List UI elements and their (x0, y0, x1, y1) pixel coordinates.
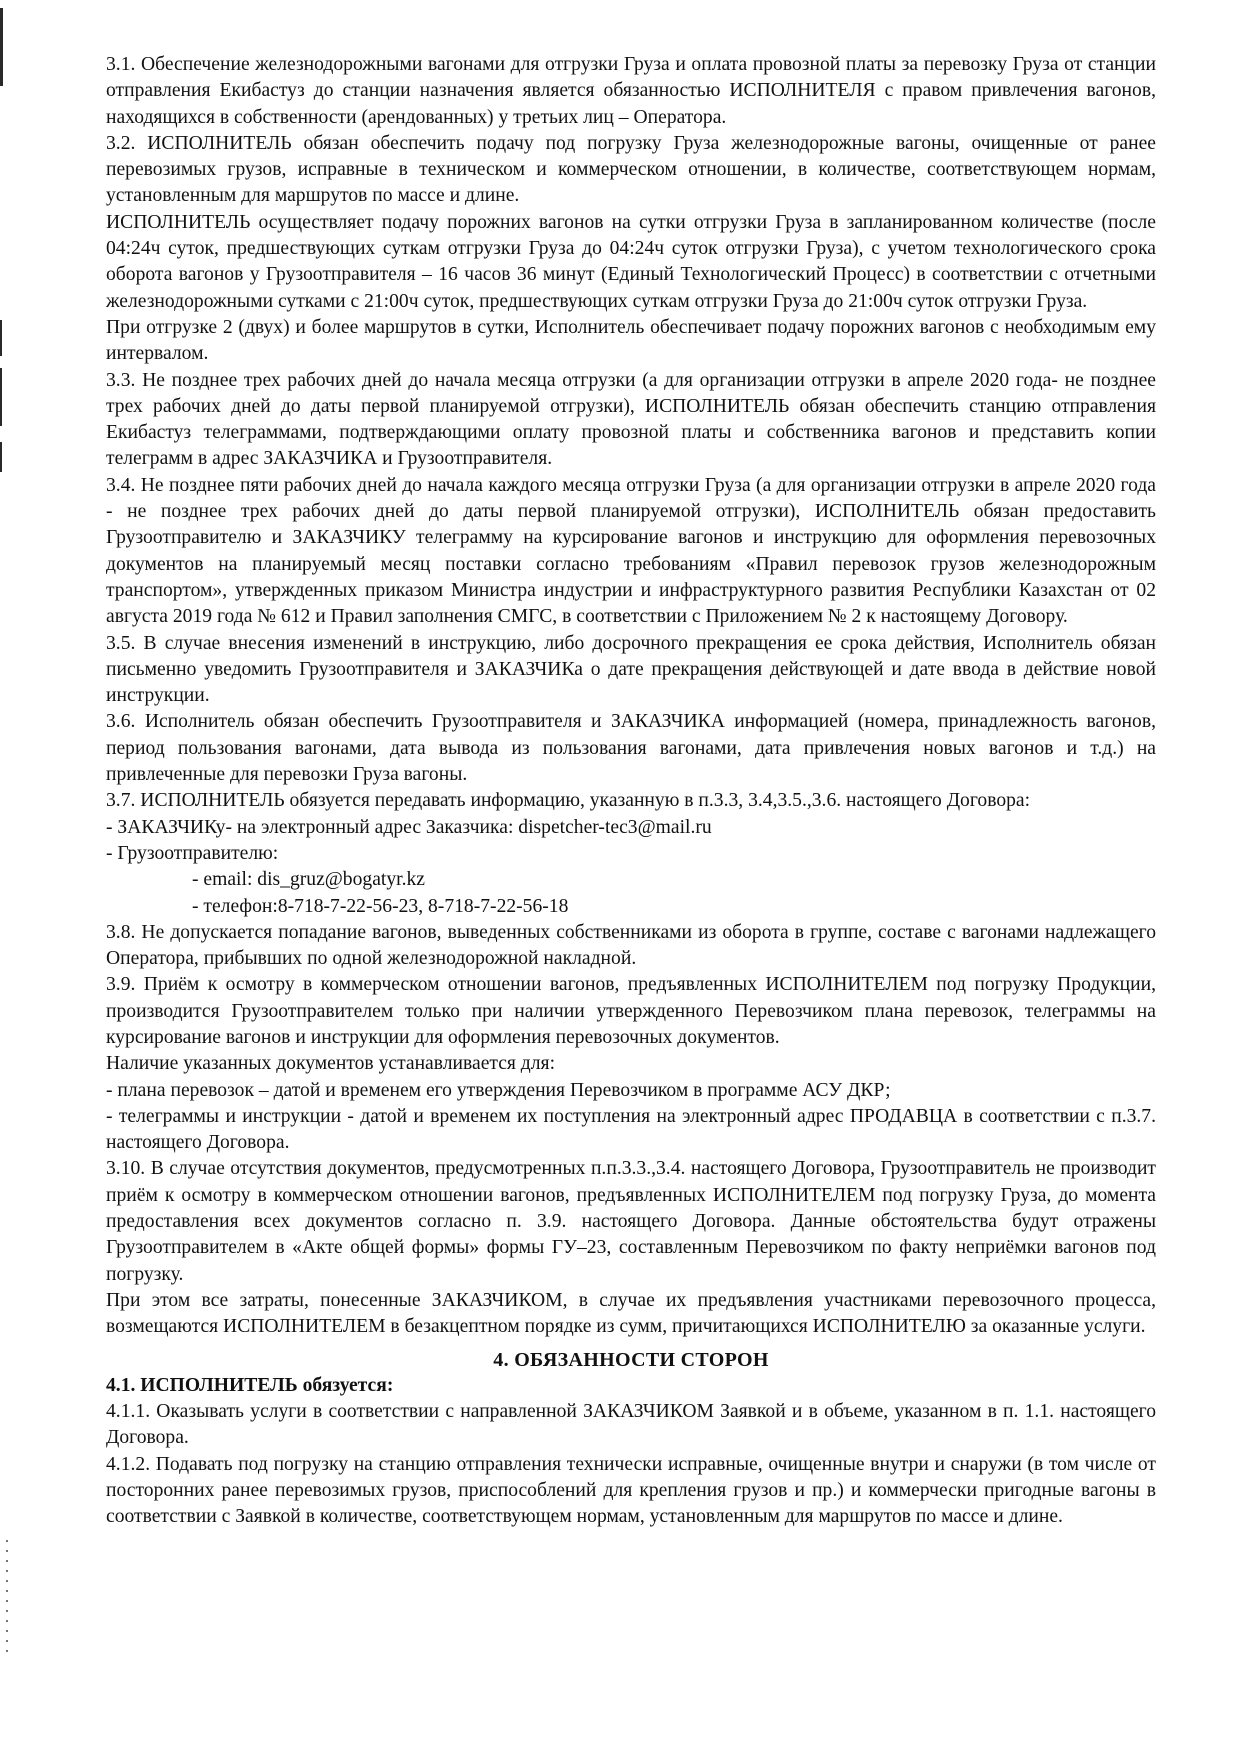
section-3-obligations (106, 52, 1156, 1341)
paragraph-3-5: 3.5. В случае внесения изменений в инструкцию, либо досрочного прекращения ее срока действия, Исполнитель обязан письменно уведомить Грузоотправителя и ЗАКАЗЧИКа о дате прекращения действующей и дате ввода в действие новой инструкции. (106, 632, 1156, 707)
paragraph-3-7: 3.7. ИСПОЛНИТЕЛЬ обязуется передавать информацию, указанную в п.3.3, 3.4,3.5.,3.6. настоящего Договора: (106, 790, 1031, 812)
paragraph-3-2-multiple-routes: При отгрузке 2 (двух) и более маршрутов в сутки, Исполнитель обеспечивает подачу порожних вагонов с необходимым ему интервалом. (106, 316, 1156, 365)
section-4-title: 4. ОБЯЗАННОСТИ СТОРОН (493, 1348, 769, 1371)
paragraph-3-9: 3.9. Приём к осмотру в коммерческом отношении вагонов, предъявленных ИСПОЛНИТЕЛЕМ под погрузку Продукции, производится Грузоотправителем только при наличии утвержденного Перевозчиком плана перевозок, телеграммы на курсирование вагонов и инструкции для оформления перевозочных документов. (106, 974, 1156, 1048)
paragraph-3-4: 3.4. Не позднее пяти рабочих дней до начала каждого месяца отгрузки Груза (а для организации отгрузки в апреле 2020 года - не позднее трех рабочих дней до даты первой планируемой отгрузки), ИСПОЛНИТЕЛЬ обязан предоставить Грузоотправителю и ЗАКАЗЧИКУ телеграмму на курсирование вагонов и инструкцию для оформления перевозочных документов на планируемый месяц поставки согласно требованиям «Правил перевозок грузов железнодорожным транспортом», утвержденных приказом Министра индустрии и инфраструктурного развития Республики Казахстан от 02 августа 2019 года № 612 и Правил заполнения СМГС, в соответствии с Приложением № 2 к настоящему Договору. (106, 474, 1156, 628)
paragraph-3-2-wagons-supply: ИСПОЛНИТЕЛЬ осуществляет подачу порожних вагонов на сутки отгрузки Груза в запланированном количестве (после 04:24ч суток, предшествующих суткам отгрузки Груза до 04:24ч суток отгрузки Груза), с учетом технологического срока оборота вагонов у Грузоотправителя – 16 часов 36 минут (Единый Технологический Процесс) в соответствии с отчетными железнодорожными сутками с 21:00ч суток, предшествующих суткам отгрузки Груза до 21:00ч суток отгрузки Груза. (106, 211, 1156, 312)
paragraph-3-8: 3.8. Не допускается попадание вагонов, выведенных собственниками из оборота в группе, составе с вагонами надлежащего Оператора, прибывших по одной железнодорожной накладной. (106, 921, 1156, 970)
paragraph-3-10: 3.10. В случае отсутствия документов, предусмотренных п.п.3.3.,3.4. настоящего Договора, Грузоотправитель не производит приём к осмотру в коммерческом отношении вагонов, предъявленных ИСПОЛНИТЕЛЕМ под погрузку Груза, до момента предоставления всех документов согласно п. 3.9. настоящего Договора. Данные обстоятельства будут отражены Грузоотправителем в «Акте общей формы» формы ГУ–23, составленным Перевозчиком по факту неприёмки вагонов под погрузку. (106, 1158, 1156, 1285)
shipper-email-line: - email: dis_gruz@bogatyr.kz (192, 869, 425, 891)
scan-margin-mark-middle (0, 320, 2, 356)
paragraph-4-1-2: 4.1.2. Подавать под погрузку на станцию отправления технически исправные, очищенные внутри и снаружи (в том числе от посторонних ранее перевозимых грузов, приспособлений для крепления грузов и пр.) и коммерчески пригодные вагоны в соответствии с Заявкой в количестве, соответствующем нормам, установленным для маршрутов по массе и длине. (106, 1453, 1156, 1528)
scan-margin-mark-lower (0, 368, 2, 426)
paragraph-3-9-transport-plan: - плана перевозок – датой и временем его утверждения Перевозчиком в программе АСУ ДКР; (106, 1079, 891, 1101)
paragraph-3-2: 3.2. ИСПОЛНИТЕЛЬ обязан обеспечить подачу под погрузку Груза железнодорожные вагоны, очищенные от ранее перевозимых грузов, исправные в техническом и коммерческом отношении, в количестве, соответствующем нормам, установленным для маршрутов по массе и длине. (106, 132, 1156, 207)
scan-margin-mark-small (0, 442, 2, 472)
scan-margin-mark-top (0, 8, 3, 86)
document-page (106, 52, 1156, 1531)
scan-margin-dots (6, 1540, 8, 1660)
paragraph-3-3: 3.3. Не позднее трех рабочих дней до начала месяца отгрузки (а для организации отгрузки в апреле 2020 года- не позднее трех рабочих дней до даты первой планируемой отгрузки), ИСПОЛНИТЕЛЬ обязан обеспечить станцию отправления Екибастуз телеграммами, подтверждающими оплату провозной платы и собственника вагонов и представить копии телеграмм в адрес ЗАКАЗЧИКА и Грузоотправителя. (106, 369, 1156, 470)
paragraph-3-1: 3.1. Обеспечение железнодорожными вагонами для отгрузки Груза и оплата провозной платы за перевозку Груза от станции отправления Екибастуз до станции назначения является обязанностью ИСПОЛНИТЕЛЯ с правом привлечения вагонов, находящихся в собственности (арендованных) у третьих лиц – Оператора. (106, 54, 1156, 128)
paragraph-3-10-costs: При этом все затраты, понесенные ЗАКАЗЧИКОМ, в случае их предъявления участниками перевозочного процесса, возмещаются ИСПОЛНИТЕЛЕМ в безакцептном порядке из сумм, причитающихся ИСПОЛНИТЕЛЮ за оказанные услуги. (106, 1289, 1156, 1338)
paragraph-3-6: 3.6. Исполнитель обязан обеспечить Грузоотправителя и ЗАКАЗЧИКА информацией (номера, принадлежность вагонов, период пользования вагонами, дата вывода из пользования вагонами, дата привлечения новых вагонов и т.д.) на привлеченные для перевозки Груза вагоны. (106, 711, 1156, 786)
customer-email-line: - ЗАКАЗЧИКу- на электронный адрес Заказчика: dispetcher-tec3@mail.ru (106, 816, 712, 838)
shipper-heading-line: - Грузоотправителю: (106, 842, 279, 864)
paragraph-3-9-telegrams: - телеграммы и инструкции - датой и временем их поступления на электронный адрес ПРОДАВЦА в соответствии с п.3.7. настоящего Договора. (106, 1105, 1156, 1154)
paragraph-4-1-1: 4.1.1. Оказывать услуги в соответствии с направленной ЗАКАЗЧИКОМ Заявкой и в объеме, указанном в п. 1.1. настоящего Договора. (106, 1401, 1156, 1449)
subsection-4-1-title: 4.1. ИСПОЛНИТЕЛЬ обязуется: (106, 1374, 394, 1396)
shipper-phone-line: - телефон:8-718-7-22-56-23, 8-718-7-22-56-18 (192, 895, 569, 917)
paragraph-3-9-documents-intro: Наличие указанных документов устанавливается для: (106, 1053, 556, 1075)
section-4-obligations-of-parties (106, 1347, 1156, 1531)
